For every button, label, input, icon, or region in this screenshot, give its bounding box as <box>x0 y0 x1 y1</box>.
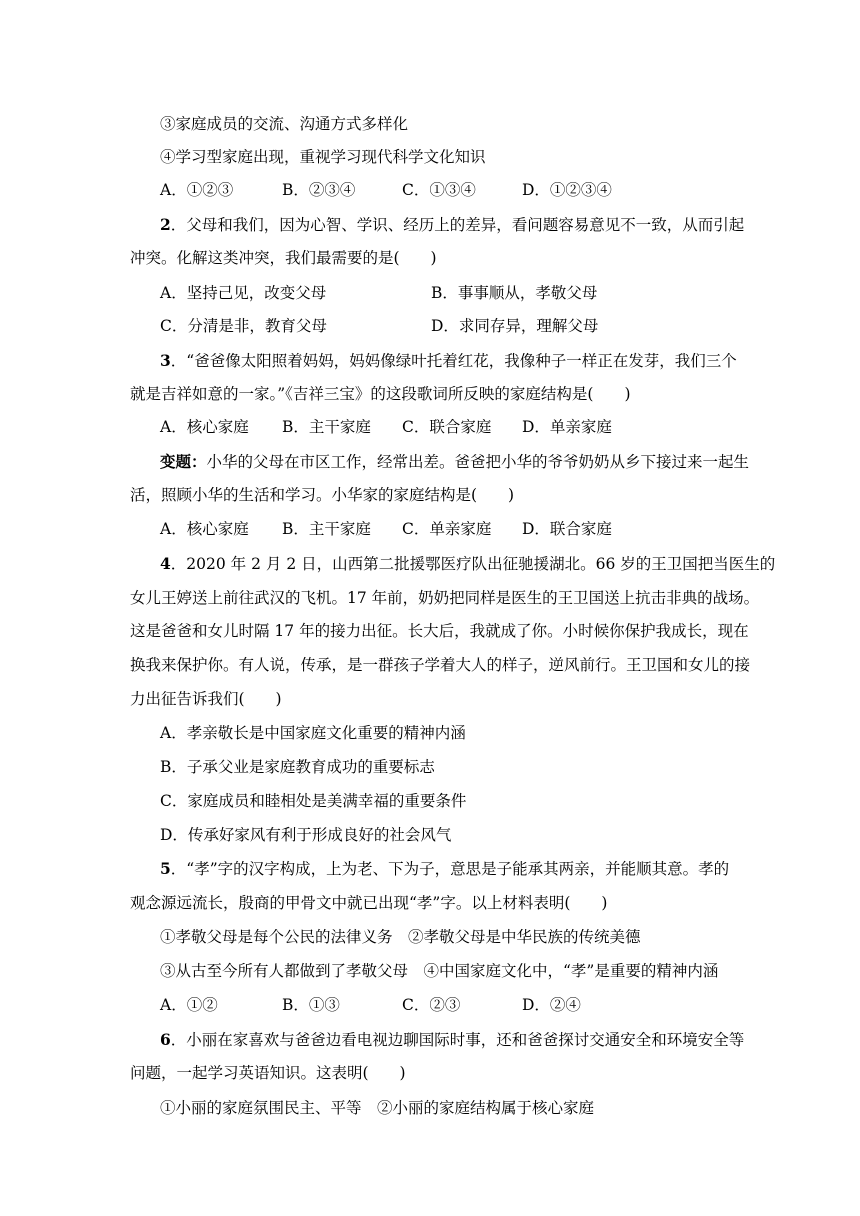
q5-stem-line-1: 5．“孝”字的汉字构成，上为老、下为子，意思是子能承其两亲，并能顺其意。孝的 <box>160 859 730 878</box>
q2-stem-line-2: 冲突。化解这类冲突，我们最需要的是( ) <box>130 249 437 267</box>
q6-number: 6 <box>160 1030 171 1049</box>
variant-option-a: A．核心家庭 <box>160 520 249 538</box>
q2-option-d: D．求同存异，理解父母 <box>431 317 599 335</box>
q2-option-b: B．事事顺从，孝敬父母 <box>431 284 598 302</box>
q2-number: 2 <box>160 215 171 234</box>
q1-item-3: ③家庭成员的交流、沟通方式多样化 <box>160 115 409 133</box>
q3-number: 3 <box>160 351 171 370</box>
q2-option-a: A．坚持己见，改变父母 <box>160 284 327 302</box>
q4-option-a: A．孝亲敬长是中国家庭文化重要的精神内涵 <box>160 724 466 742</box>
q1-option-a: A．①②③ <box>160 181 234 199</box>
variant-option-d: D．联合家庭 <box>522 520 612 538</box>
q6-stem-line-2: 问题，一起学习英语知识。这表明( ) <box>130 1064 406 1082</box>
q5-option-d: D．②④ <box>522 996 581 1014</box>
q3-stem-line-2: 就是吉祥如意的一家。”《吉祥三宝》的这段歌词所反映的家庭结构是( ) <box>130 385 631 403</box>
variant-option-b: B．主干家庭 <box>282 520 371 538</box>
q4-option-d: D．传承好家风有利于形成良好的社会风气 <box>160 826 452 844</box>
q1-item-4: ④学习型家庭出现，重视学习现代科学文化知识 <box>160 148 486 166</box>
q4-stem-line-5: 力出征告诉我们( ) <box>130 690 282 708</box>
q4-stem-line-3: 这是爸爸和女儿时隔 17 年的接力出征。长大后，我就成了你。小时候你保护我成长，现在 <box>130 622 749 640</box>
q4-stem-line-4: 换我来保护你。有人说，传承，是一群孩子学着大人的样子，逆风前行。王卫国和女儿的接 <box>130 656 751 674</box>
q4-stem-line-2: 女儿王婷送上前往武汉的飞机。17 年前，奶奶把同样是医生的王卫国送上抗击非典的战场。 <box>130 589 760 607</box>
variant-stem-line-2: 活，照顾小华的生活和学习。小华家的家庭结构是( ) <box>130 486 515 504</box>
q1-option-b: B．②③④ <box>282 181 356 199</box>
q4-option-c: C．家庭成员和睦相处是美满幸福的重要条件 <box>160 792 467 810</box>
q5-option-a: A．①② <box>160 996 218 1014</box>
q5-option-b: B．①③ <box>282 996 340 1014</box>
q1-option-d: D．①②③④ <box>522 181 612 199</box>
q5-items-line-1: ①孝敬父母是每个公民的法律义务 ②孝敬父母是中华民族的传统美德 <box>160 928 641 946</box>
q5-items-line-2: ③从古至今所有人都做到了孝敬父母 ④中国家庭文化中，“孝”是重要的精神内涵 <box>160 962 719 980</box>
variant-label: 变题： <box>160 452 207 471</box>
q3-option-b: B．主干家庭 <box>282 418 371 436</box>
q2-stem-line-1: 2．父母和我们，因为心智、学识、经历上的差异，看问题容易意见不一致，从而引起 <box>160 215 745 234</box>
q5-number: 5 <box>160 859 171 878</box>
q3-option-a: A．核心家庭 <box>160 418 249 436</box>
q1-option-c: C．①③④ <box>402 181 476 199</box>
variant-stem-line-1: 变题：小华的父母在市区工作，经常出差。爸爸把小华的爷爷奶奶从乡下接过来一起生 <box>160 452 750 471</box>
q3-stem-line-1: 3．“爸爸像太阳照着妈妈，妈妈像绿叶托着红花，我像种子一样正在发芽，我们三个 <box>160 351 737 370</box>
q4-stem-line-1: 4．2020 年 2 月 2 日，山西第二批援鄂医疗队出征驰援湖北。66 岁的王卫国把当医生的 <box>160 554 776 573</box>
q3-option-c: C．联合家庭 <box>402 418 492 436</box>
variant-option-c: C．单亲家庭 <box>402 520 492 538</box>
q6-items-line-1: ①小丽的家庭氛围民主、平等 ②小丽的家庭结构属于核心家庭 <box>160 1099 595 1117</box>
q4-option-b: B．子承父业是家庭教育成功的重要标志 <box>160 758 435 776</box>
q5-stem-line-2: 观念源远流长，殷商的甲骨文中就已出现“孝”字。以上材料表明( ) <box>130 894 608 912</box>
q4-number: 4 <box>160 554 171 573</box>
q2-option-c: C．分清是非，教育父母 <box>160 317 327 335</box>
q6-stem-line-1: 6．小丽在家喜欢与爸爸边看电视边聊国际时事，还和爸爸探讨交通安全和环境安全等 <box>160 1030 745 1049</box>
q5-option-c: C．②③ <box>402 996 461 1014</box>
q3-option-d: D．单亲家庭 <box>522 418 612 436</box>
